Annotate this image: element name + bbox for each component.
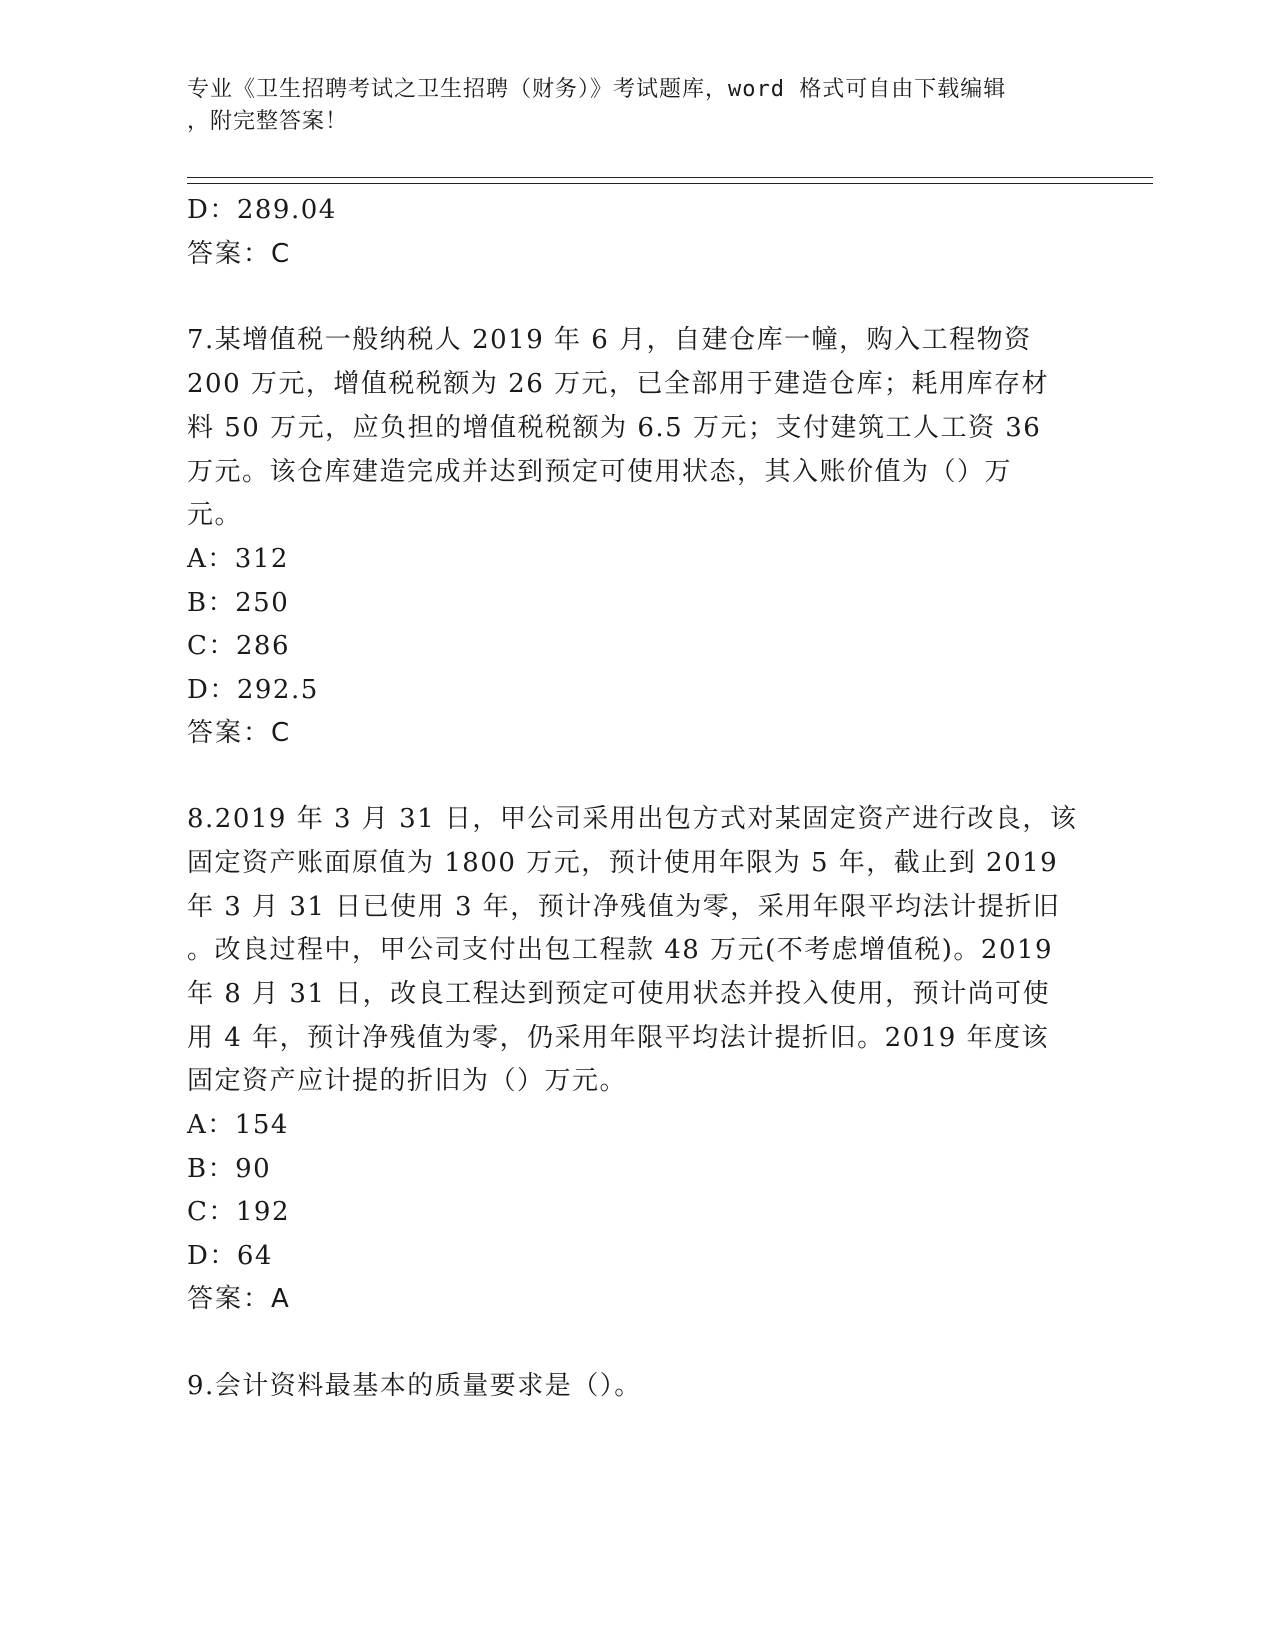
q7-stem-line: 料 50 万元，应负担的增值税税额为 6.5 万元；支付建筑工人工资 36 xyxy=(187,413,1042,443)
q9-stem-line: 9.会计资料最基本的质量要求是（）。 xyxy=(187,1371,642,1401)
q7-option-b: B：250 xyxy=(187,588,290,618)
q7-option-a: A：312 xyxy=(187,544,289,574)
q8-stem-line: 用 4 年，预计净残值为零，仍采用年限平均法计提折旧。2019 年度该 xyxy=(187,1023,1050,1053)
q8-answer: 答案：A xyxy=(187,1284,291,1314)
prev-answer: 答案：C xyxy=(187,239,292,269)
header-divider-thin xyxy=(187,183,1153,184)
q8-option-a: A：154 xyxy=(187,1110,289,1140)
q7-option-d: D：292.5 xyxy=(187,675,319,705)
q8-stem-line: 固定资产账面原值为 1800 万元，预计使用年限为 5 年，截止到 2019 xyxy=(187,848,1059,878)
header-line-2: ，附完整答案！ xyxy=(187,109,349,134)
q7-stem-line: 200 万元，增值税税额为 26 万元，已全部用于建造仓库；耗用库存材 xyxy=(187,369,1050,399)
prev-option-d: D：289.04 xyxy=(187,195,337,225)
q8-option-c: C：192 xyxy=(187,1197,291,1227)
q8-stem-line: 年 3 月 31 日已使用 3 年，预计净残值为零，采用年限平均法计提折旧 xyxy=(187,892,1061,922)
q8-stem-line: 8.2019 年 3 月 31 日，甲公司采用出包方式对某固定资产进行改良，该 xyxy=(187,804,1078,834)
header-line-1: 专业《卫生招聘考试之卫生招聘（财务）》考试题库，word 格式可自由下载编辑 xyxy=(187,77,1007,102)
q7-answer: 答案：C xyxy=(187,718,292,748)
q8-option-d: D：64 xyxy=(187,1241,273,1271)
q8-stem-line: 。改良过程中，甲公司支付出包工程款 48 万元(不考虑增值税)。2019 xyxy=(187,935,1054,965)
q8-stem-line: 固定资产应计提的折旧为（）万元。 xyxy=(187,1066,628,1096)
q7-stem-line: 7.某增值税一般纳税人 2019 年 6 月，自建仓库一幢，购入工程物资 xyxy=(187,325,1032,355)
q8-stem-line: 年 8 月 31 日，改良工程达到预定可使用状态并投入使用，预计尚可使 xyxy=(187,979,1051,1009)
q8-option-b: B：90 xyxy=(187,1154,272,1184)
document-header xyxy=(187,74,1067,138)
q7-stem-line: 元。 xyxy=(187,500,243,530)
q7-stem-line: 万元。该仓库建造完成并达到预定可使用状态，其入账价值为（）万 xyxy=(187,457,1013,487)
header-divider xyxy=(187,177,1153,178)
q7-option-c: C：286 xyxy=(187,631,291,661)
